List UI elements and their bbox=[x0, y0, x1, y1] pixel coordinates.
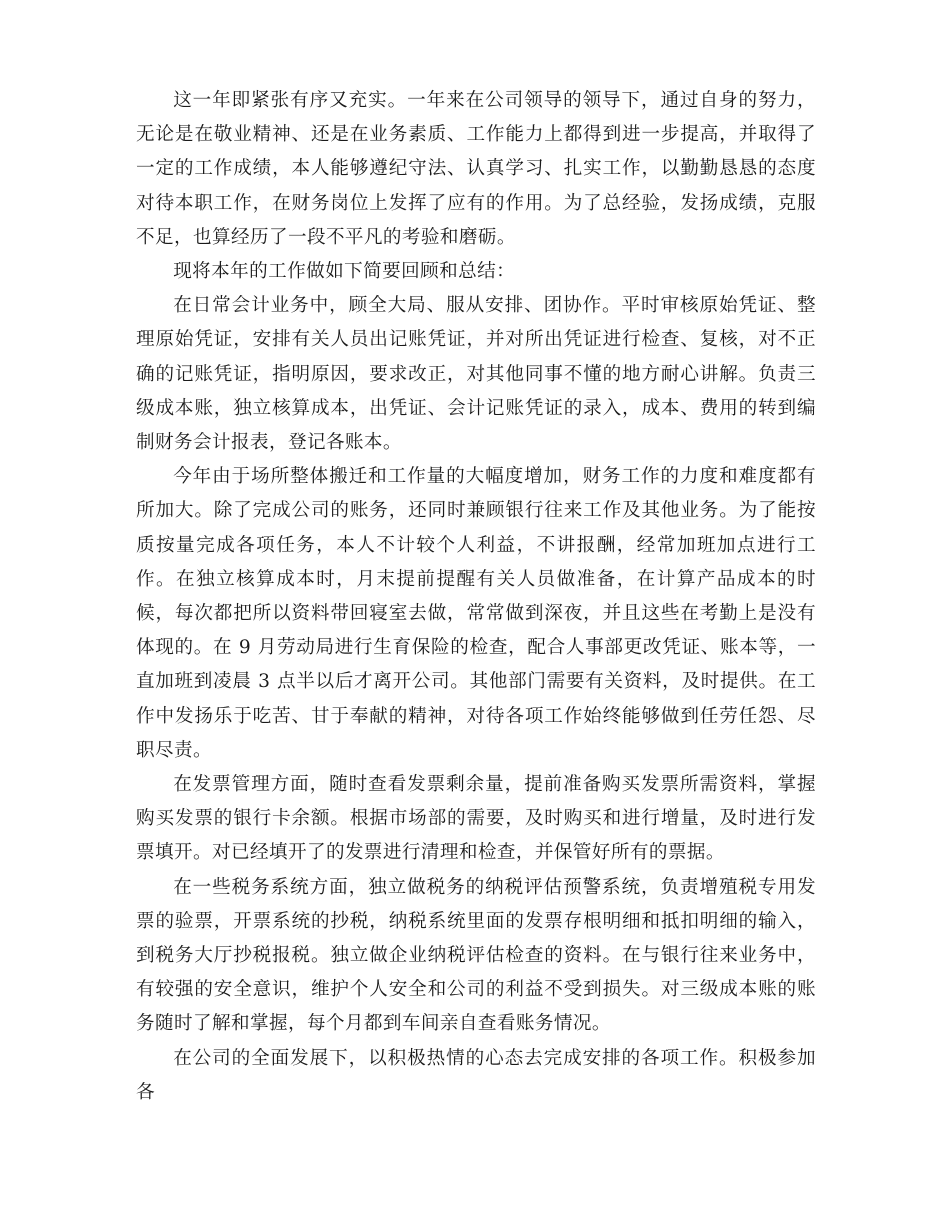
paragraph-5: 在发票管理方面，随时查看发票剩余量，提前准备购买发票所需资料，掌握购买发票的银行卡余额。根据市场部的需要，及时购买和进行增量，及时进行发票填开。对已经填开了的发票进行清理和检查，并保管好所有的票据。 bbox=[136, 774, 816, 864]
document-body bbox=[136, 84, 816, 1110]
paragraph-2: 现将本年的工作做如下简要回顾和总结： bbox=[173, 261, 516, 283]
paragraph-3: 在日常会计业务中，顾全大局、服从安排、团协作。平时审核原始凭证、整理原始凭证，安排有关人员出记账凭证，并对所出凭证进行检查、复核，对不正确的记账凭证，指明原因，要求改正，对其他同事不懂的地方耐心讲解。负责三级成本账，独立核算成本，出凭证、会计记账凭证的录入，成本、费用的转到编制财务会计报表，登记各账本。 bbox=[136, 295, 816, 454]
paragraph-4: 今年由于场所整体搬迁和工作量的大幅度增加，财务工作的力度和难度都有所加大。除了完成公司的账务，还同时兼顾银行往来工作及其他业务。为了能按质按量完成各项任务，本人不计较个人利益，不讲报酬，经常加班加点进行工作。在独立核算成本时，月末提前提醒有关人员做准备，在计算产品成本的时候，每次都把所以资料带回寝室去做，常常做到深夜，并且这些在考勤上是没有体现的。在 9 月劳动局进行生育保险的检查，配合人事部更改凭证、账本等，一直加班到凌晨 3 点半以后才离开公司。其他部门需要有关资料，及时提供。在工作中发扬乐于吃苦、甘于奉献的精神，对待各项工作始终能够做到任劳任怨、尽职尽责。 bbox=[136, 466, 816, 761]
paragraph-1: 这一年即紧张有序又充实。一年来在公司领导的领导下，通过自身的努力，无论是在敬业精神、还是在业务素质、工作能力上都得到进一步提高，并取得了一定的工作成绩，本人能够遵纪守法、认真学习、扎实工作，以勤勤恳恳的态度对待本职工作，在财务岗位上发挥了应有的作用。为了总经验，发扬成绩，克服不足，也算经历了一段不平凡的考验和磨砺。 bbox=[136, 90, 816, 248]
paragraph-6: 在一些税务系统方面，独立做税务的纳税评估预警系统，负责增殖税专用发票的验票，开票系统的抄税，纳税系统里面的发票存根明细和抵扣明细的输入，到税务大厅抄税报税。独立做企业纳税评估检查的资料。在与银行往来业务中，有较强的安全意识，维护个人安全和公司的利益不受到损失。对三级成本账的账务随时了解和掌握，每个月都到车间亲自查看账务情况。 bbox=[136, 876, 816, 1035]
paragraph-7: 在公司的全面发展下，以积极热情的心态去完成安排的各项工作。积极参加各 bbox=[136, 1047, 816, 1103]
